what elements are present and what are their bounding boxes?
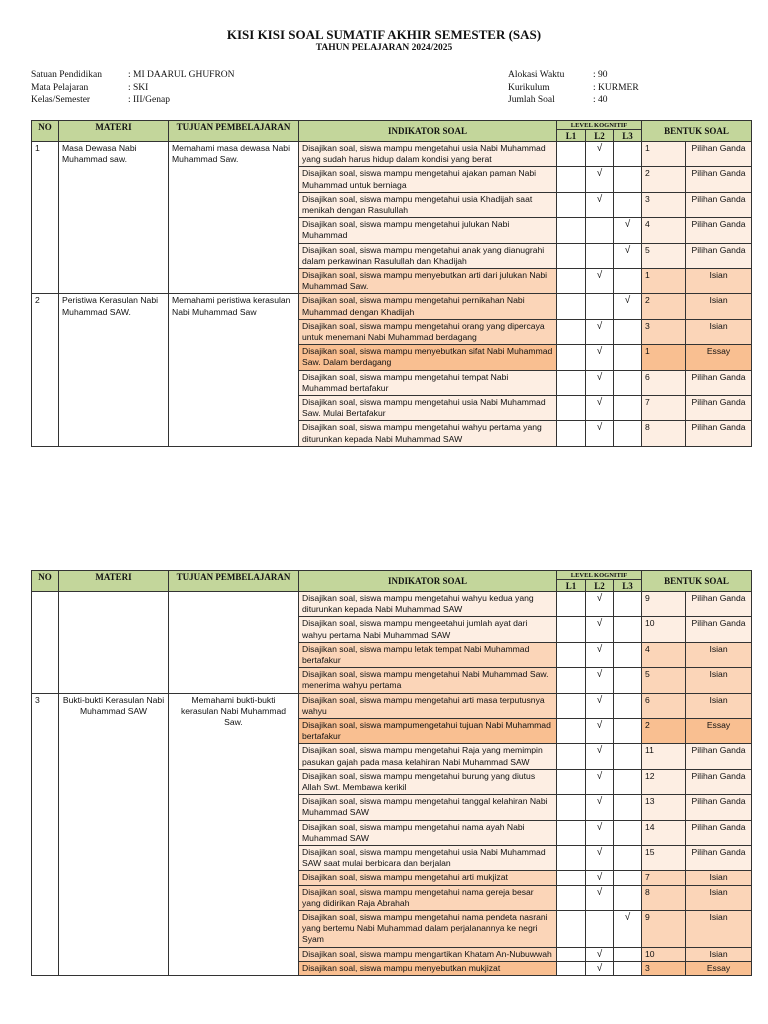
cell-level-l1	[557, 243, 586, 268]
cell-indikator: Disajikan soal, siswa mampu mengartikan Khatam An-Nubuwwah	[299, 947, 557, 961]
cell-materi	[59, 592, 169, 694]
cell-indikator: Disajikan soal, siswa mampu mengetahui anak yang dianugrahi dalam perkawinan Rasulullah dan Khadijah	[299, 243, 557, 268]
cell-indikator: Disajikan soal, siswa mampu mengetahui burung yang diutus Allah Swt. Membawa kerikil	[299, 769, 557, 794]
cell-materi: Peristiwa Kerasulan Nabi Muhammad SAW.	[59, 294, 169, 446]
cell-nomor: 2	[642, 294, 686, 319]
cell-level-l2: √	[586, 167, 614, 192]
cell-bentuk: Isian	[686, 319, 752, 344]
cell-bentuk: Essay	[686, 345, 752, 370]
header-bentuk: BENTUK SOAL	[642, 571, 752, 592]
cell-indikator: Disajikan soal, siswa mampu mengetahui tanggal kelahiran Nabi Muhammad SAW	[299, 795, 557, 820]
cell-level-l1	[557, 617, 586, 642]
cell-bentuk: Isian	[686, 947, 752, 961]
cell-level-l2	[586, 294, 614, 319]
meta-value: : 90	[593, 70, 608, 80]
header-l2: L2	[586, 580, 614, 592]
document-subtitle: TAHUN PELAJARAN 2024/2025	[315, 43, 453, 53]
cell-indikator: Disajikan soal, siswa mampu mengetahui Raja yang memimpin pasukan gajah pada masa kelahiran Nabi Muhammad SAW	[299, 744, 557, 769]
cell-level-l3	[614, 642, 642, 667]
cell-level-l1	[557, 345, 586, 370]
header-materi: MATERI	[59, 121, 169, 142]
cell-level-l3	[614, 668, 642, 693]
cell-nomor: 3	[642, 961, 686, 975]
cell-bentuk: Isian	[686, 885, 752, 910]
cell-nomor: 1	[642, 269, 686, 294]
header-level: LEVEL KOGNITIF	[557, 121, 642, 130]
kisi-table-page1	[31, 120, 752, 447]
cell-nomor: 8	[642, 885, 686, 910]
meta-row	[31, 82, 235, 95]
cell-level-l3	[614, 370, 642, 395]
cell-nomor: 2	[642, 167, 686, 192]
header-indikator: INDIKATOR SOAL	[299, 121, 557, 142]
cell-level-l1	[557, 885, 586, 910]
cell-level-l3	[614, 795, 642, 820]
meta-value: : SKI	[128, 82, 149, 93]
meta-label: Kurikulum	[508, 82, 550, 93]
cell-level-l2: √	[586, 192, 614, 217]
meta-label: Satuan Pendidikan	[31, 70, 102, 80]
cell-nomor: 7	[642, 871, 686, 885]
cell-level-l2	[586, 243, 614, 268]
header-tujuan: TUJUAN PEMBELAJARAN	[169, 571, 299, 592]
table-body	[32, 142, 752, 447]
cell-level-l2: √	[586, 947, 614, 961]
cell-bentuk: Pilihan Ganda	[686, 142, 752, 167]
cell-level-l1	[557, 642, 586, 667]
cell-level-l1	[557, 795, 586, 820]
meta-label: Jumlah Soal	[508, 95, 555, 105]
cell-bentuk: Pilihan Ganda	[686, 396, 752, 421]
cell-nomor: 3	[642, 192, 686, 217]
cell-level-l3	[614, 885, 642, 910]
cell-bentuk: Pilihan Ganda	[686, 744, 752, 769]
cell-bentuk: Pilihan Ganda	[686, 243, 752, 268]
cell-indikator: Disajikan soal, siswa mampu mengetahui nama pendeta nasrani yang bertemu Nabi Muhammad dalam perjalanannya ke negri Syam	[299, 911, 557, 948]
table-row	[32, 693, 752, 718]
cell-level-l1	[557, 218, 586, 243]
cell-indikator: Disajikan soal, siswa mampu mengetahui nama ayah Nabi Muhammad SAW	[299, 820, 557, 845]
cell-level-l3	[614, 871, 642, 885]
cell-level-l3	[614, 421, 642, 446]
header-bentuk: BENTUK SOAL	[642, 121, 752, 142]
cell-bentuk: Pilihan Ganda	[686, 218, 752, 243]
cell-bentuk: Isian	[686, 269, 752, 294]
cell-level-l2: √	[586, 370, 614, 395]
cell-level-l2: √	[586, 269, 614, 294]
cell-level-l2: √	[586, 592, 614, 617]
cell-level-l1	[557, 693, 586, 718]
cell-level-l3	[614, 744, 642, 769]
cell-nomor: 2	[642, 719, 686, 744]
cell-level-l1	[557, 911, 586, 948]
cell-bentuk: Pilihan Ganda	[686, 592, 752, 617]
cell-bentuk: Isian	[686, 642, 752, 667]
cell-level-l1	[557, 846, 586, 871]
cell-level-l2	[586, 911, 614, 948]
cell-nomor: 14	[642, 820, 686, 845]
cell-nomor: 13	[642, 795, 686, 820]
table-row	[32, 142, 752, 167]
cell-indikator: Disajikan soal, siswa mampu mengetahui tempat Nabi Muhammad bertafakur	[299, 370, 557, 395]
cell-bentuk: Pilihan Ganda	[686, 795, 752, 820]
cell-bentuk: Essay	[686, 719, 752, 744]
cell-bentuk: Pilihan Ganda	[686, 167, 752, 192]
meta-row	[508, 82, 639, 95]
cell-nomor: 7	[642, 396, 686, 421]
cell-bentuk: Isian	[686, 911, 752, 948]
cell-level-l1	[557, 192, 586, 217]
cell-level-l2: √	[586, 142, 614, 167]
header-materi: MATERI	[59, 571, 169, 592]
cell-level-l1	[557, 167, 586, 192]
header-l2: L2	[586, 130, 614, 142]
cell-level-l2: √	[586, 668, 614, 693]
cell-bentuk: Pilihan Ganda	[686, 421, 752, 446]
cell-level-l1	[557, 269, 586, 294]
cell-level-l3	[614, 396, 642, 421]
cell-bentuk: Essay	[686, 961, 752, 975]
cell-indikator: Disajikan soal, siswa mampumengetahui tujuan Nabi Muhammad bertafakur	[299, 719, 557, 744]
cell-nomor: 15	[642, 846, 686, 871]
cell-level-l2: √	[586, 693, 614, 718]
cell-level-l2: √	[586, 961, 614, 975]
header-l3: L3	[614, 130, 642, 142]
cell-level-l3	[614, 961, 642, 975]
cell-no: 3	[32, 693, 59, 975]
header-tujuan: TUJUAN PEMBELAJARAN	[169, 121, 299, 142]
document-title: KISI KISI SOAL SUMATIF AKHIR SEMESTER (SAS)	[226, 27, 542, 42]
cell-indikator: Disajikan soal, siswa mampu mengetahui usia Nabi Muhammad SAW saat mulai berbicara dan berjalan	[299, 846, 557, 871]
meta-row	[31, 94, 235, 107]
cell-indikator: Disajikan soal, siswa mampu mengetahui ajakan paman Nabi Muhammad untuk berniaga	[299, 167, 557, 192]
cell-level-l3	[614, 846, 642, 871]
cell-bentuk: Isian	[686, 693, 752, 718]
cell-level-l3	[614, 617, 642, 642]
cell-indikator: Disajikan soal, siswa mampu mengeetahui jumlah ayat dari wahyu pertama Nabi Muhammad SAW	[299, 617, 557, 642]
cell-level-l1	[557, 319, 586, 344]
identity-left	[31, 69, 235, 107]
cell-indikator: Disajikan soal, siswa mampu menyebutkan arti dari julukan Nabi Muhammad Saw.	[299, 269, 557, 294]
cell-level-l1	[557, 947, 586, 961]
cell-level-l2: √	[586, 319, 614, 344]
table-row	[32, 294, 752, 319]
cell-level-l3	[614, 269, 642, 294]
cell-level-l3	[614, 947, 642, 961]
header-indikator: INDIKATOR SOAL	[299, 571, 557, 592]
cell-level-l1	[557, 820, 586, 845]
cell-level-l1	[557, 370, 586, 395]
cell-level-l3: √	[614, 294, 642, 319]
header-l1: L1	[557, 130, 586, 142]
cell-level-l2: √	[586, 396, 614, 421]
header-no: NO	[32, 121, 59, 142]
cell-level-l3: √	[614, 911, 642, 948]
cell-level-l2: √	[586, 719, 614, 744]
cell-level-l3: √	[614, 243, 642, 268]
cell-level-l3: √	[614, 218, 642, 243]
cell-level-l1	[557, 142, 586, 167]
cell-indikator: Disajikan soal, siswa mampu letak tempat Nabi Muhammad bertafakur	[299, 642, 557, 667]
cell-indikator: Disajikan soal, siswa mampu mengetahui usia Khadijah saat menikah dengan Rasulullah	[299, 192, 557, 217]
cell-level-l3	[614, 719, 642, 744]
cell-tujuan: Memahami peristiwa kerasulan Nabi Muhammad Saw	[169, 294, 299, 446]
cell-materi: Bukti-bukti Kerasulan Nabi Muhammad SAW	[59, 693, 169, 975]
cell-nomor: 1	[642, 345, 686, 370]
cell-level-l1	[557, 769, 586, 794]
cell-materi: Masa Dewasa Nabi Muhammad saw.	[59, 142, 169, 294]
kisi-table-page2	[31, 570, 752, 976]
cell-indikator: Disajikan soal, siswa mampu menyebutkan mukjizat	[299, 961, 557, 975]
meta-value: : III/Genap	[128, 95, 170, 105]
cell-indikator: Disajikan soal, siswa mampu mengetahui Nabi Muhammad Saw. menerima wahyu pertama	[299, 668, 557, 693]
cell-nomor: 1	[642, 142, 686, 167]
cell-level-l1	[557, 396, 586, 421]
table-body	[32, 592, 752, 976]
meta-row	[508, 69, 639, 82]
cell-level-l2: √	[586, 846, 614, 871]
cell-bentuk: Pilihan Ganda	[686, 192, 752, 217]
cell-level-l3	[614, 820, 642, 845]
cell-level-l2: √	[586, 871, 614, 885]
meta-label: Mata Pelajaran	[31, 82, 89, 93]
header-l3: L3	[614, 580, 642, 592]
cell-tujuan: Memahami bukti-bukti kerasulan Nabi Muhammad Saw.	[169, 693, 299, 975]
cell-bentuk: Pilihan Ganda	[686, 846, 752, 871]
meta-row	[31, 69, 235, 82]
cell-bentuk: Isian	[686, 294, 752, 319]
cell-nomor: 9	[642, 592, 686, 617]
cell-bentuk: Pilihan Ganda	[686, 820, 752, 845]
cell-nomor: 6	[642, 370, 686, 395]
cell-nomor: 4	[642, 218, 686, 243]
cell-nomor: 12	[642, 769, 686, 794]
cell-nomor: 11	[642, 744, 686, 769]
cell-no	[32, 592, 59, 694]
cell-tujuan: Memahami masa dewasa Nabi Muhammad Saw.	[169, 142, 299, 294]
cell-level-l3	[614, 167, 642, 192]
cell-indikator: Disajikan soal, siswa mampu mengetahui nama gereja besar yang didirikan Raja Abrahah	[299, 885, 557, 910]
cell-level-l2: √	[586, 642, 614, 667]
cell-bentuk: Isian	[686, 668, 752, 693]
cell-indikator: Disajikan soal, siswa mampu mengetahui usia Nabi Muhammad Saw. Mulai Bertafakur	[299, 396, 557, 421]
cell-indikator: Disajikan soal, siswa mampu mengetahui arti masa terputusnya wahyu	[299, 693, 557, 718]
cell-level-l2: √	[586, 820, 614, 845]
cell-level-l2: √	[586, 421, 614, 446]
cell-level-l2: √	[586, 617, 614, 642]
cell-no: 1	[32, 142, 59, 294]
table-row	[32, 592, 752, 617]
cell-tujuan	[169, 592, 299, 694]
cell-nomor: 6	[642, 693, 686, 718]
cell-indikator: Disajikan soal, siswa mampu mengetahui julukan Nabi Muhammad	[299, 218, 557, 243]
cell-level-l2: √	[586, 769, 614, 794]
cell-indikator: Disajikan soal, siswa mampu mengetahui wahyu pertama yang diturunkan kepada Nabi Muhammad SAW	[299, 421, 557, 446]
cell-level-l3	[614, 693, 642, 718]
cell-level-l2: √	[586, 744, 614, 769]
header-l1: L1	[557, 580, 586, 592]
cell-bentuk: Isian	[686, 871, 752, 885]
cell-level-l3	[614, 345, 642, 370]
header-no: NO	[32, 571, 59, 592]
cell-nomor: 5	[642, 668, 686, 693]
cell-level-l1	[557, 294, 586, 319]
cell-nomor: 4	[642, 642, 686, 667]
cell-level-l1	[557, 961, 586, 975]
cell-level-l3	[614, 592, 642, 617]
cell-level-l1	[557, 744, 586, 769]
cell-level-l1	[557, 592, 586, 617]
cell-indikator: Disajikan soal, siswa mampu mengetahui arti mukjizat	[299, 871, 557, 885]
cell-nomor: 10	[642, 617, 686, 642]
cell-level-l2: √	[586, 885, 614, 910]
cell-nomor: 9	[642, 911, 686, 948]
cell-bentuk: Pilihan Ganda	[686, 617, 752, 642]
cell-level-l1	[557, 421, 586, 446]
cell-bentuk: Pilihan Ganda	[686, 769, 752, 794]
identity-right	[508, 69, 639, 107]
cell-level-l1	[557, 871, 586, 885]
cell-indikator: Disajikan soal, siswa mampu mengetahui wahyu kedua yang diturunkan kepada Nabi Muhammad SAW	[299, 592, 557, 617]
cell-level-l3	[614, 142, 642, 167]
cell-level-l1	[557, 668, 586, 693]
cell-level-l1	[557, 719, 586, 744]
cell-level-l2: √	[586, 345, 614, 370]
cell-nomor: 10	[642, 947, 686, 961]
cell-indikator: Disajikan soal, siswa mampu menyebutkan sifat Nabi Muhammad Saw. Dalam berdagang	[299, 345, 557, 370]
cell-level-l3	[614, 192, 642, 217]
cell-level-l3	[614, 319, 642, 344]
meta-value: : 40	[593, 95, 608, 105]
cell-no: 2	[32, 294, 59, 446]
meta-row	[508, 94, 639, 107]
cell-indikator: Disajikan soal, siswa mampu mengetahui usia Nabi Muhammad yang sudah harus hidup dalam kondisi yang berat	[299, 142, 557, 167]
cell-level-l3	[614, 769, 642, 794]
cell-bentuk: Pilihan Ganda	[686, 370, 752, 395]
meta-value: : KURMER	[593, 82, 639, 93]
meta-label: Alokasi Waktu	[508, 70, 565, 80]
cell-nomor: 5	[642, 243, 686, 268]
cell-level-l2	[586, 218, 614, 243]
header-level: LEVEL KOGNITIF	[557, 571, 642, 580]
meta-label: Kelas/Semester	[31, 95, 91, 105]
cell-indikator: Disajikan soal, siswa mampu mengetahui pernikahan Nabi Muhammad dengan Khadijah	[299, 294, 557, 319]
cell-nomor: 3	[642, 319, 686, 344]
cell-level-l2: √	[586, 795, 614, 820]
meta-value: : MI DAARUL GHUFRON	[128, 70, 235, 80]
cell-nomor: 8	[642, 421, 686, 446]
cell-indikator: Disajikan soal, siswa mampu mengetahui orang yang dipercaya untuk menemani Nabi Muhammad berdagang	[299, 319, 557, 344]
